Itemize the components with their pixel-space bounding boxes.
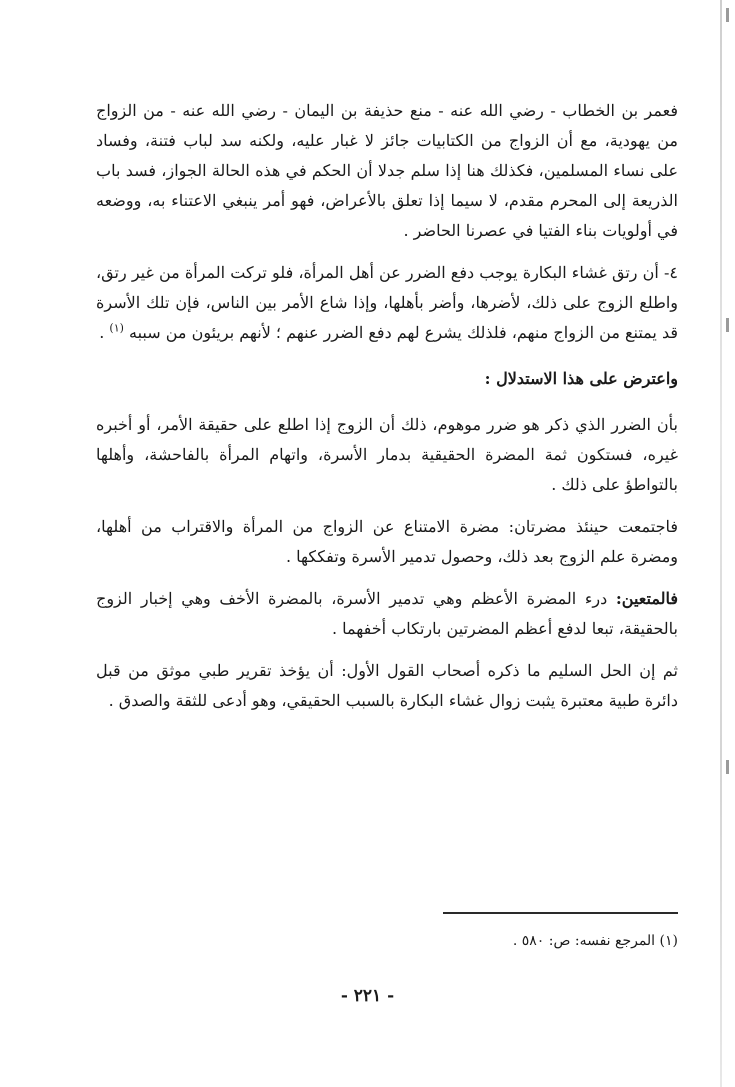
page-edge bbox=[720, 0, 722, 1087]
paragraph-5-text: درء المضرة الأعظم وهي تدمير الأسرة، بالمضرة الأخف وهي إخبار الزوج بالحقيقة، تبعا لدفع أعظم المضرتين بارتكاب أخفهما . bbox=[96, 589, 678, 638]
paragraph-2 bbox=[96, 258, 678, 348]
paragraph-1: فعمر بن الخطاب - رضي الله عنه - منع حذيفة بن اليمان - رضي الله عنه - من الزواج من يهودية، مع أن الزواج من الكتابيات جائز لا غبار عليه، ولكنه سد لباب فتنة، وفساد على نساء المسلمين، فكذلك هنا إذا سلم جدلا أن الحكم في هذه الحالة الجواز، فسد باب الذريعة إلى المحرم مقدم، لا سيما إذا تعلق بالأعراض، فهو أمر ينبغي الاعتناء به، ووضعه في أولويات بناء الفتيا في عصرنا الحاضر . bbox=[96, 101, 678, 240]
body-text bbox=[96, 96, 678, 716]
paragraph-4: فاجتمعت حينئذ مضرتان: مضرة الامتناع عن الزواج من المرأة والاقتراب من أهلها، ومضرة علم الزوج بعد ذلك، وحصول تدمير الأسرة وتفككها . bbox=[96, 517, 678, 566]
footnote: (١) المرجع نفسه: ص: ٥٨٠ . bbox=[512, 933, 678, 949]
paragraph-2-text: ٤- أن رتق غشاء البكارة يوجب دفع الضرر عن أهل المرأة، فلو تركت المرأة من غير رتق، واطلع الزوج على ذلك، لأضرها، وأضر بأهلها، وإذا شاع الأمر بين الناس، فإن تلك الأسرة قد يمتنع من الزواج منهم، فلذلك يشرع لهم دفع الضرر عنهم ؛ لأنهم بريئون من سببه bbox=[96, 263, 678, 342]
page-number: - ٢٢١ - bbox=[340, 986, 395, 1006]
objection-heading: واعترض على هذا الاستدلال : bbox=[484, 369, 678, 388]
footnote-marker-end: . bbox=[99, 323, 110, 342]
lead-word: فالمتعين: bbox=[615, 589, 678, 608]
paragraph-5 bbox=[96, 584, 678, 644]
edge-mark bbox=[726, 760, 729, 774]
edge-mark bbox=[726, 8, 729, 22]
edge-mark bbox=[726, 318, 729, 332]
footnote-marker: (١) bbox=[109, 321, 124, 335]
paragraph-3: بأن الضرر الذي ذكر هو ضرر موهوم، ذلك أن الزوج إذا اطلع على حقيقة الأمر، أو أخبره غيره، فستكون ثمة المضرة الحقيقية بدمار الأسرة، واتهام المرأة بالفاحشة، وأهلها بالتواطؤ على ذلك . bbox=[96, 415, 678, 494]
footnote-rule bbox=[443, 912, 678, 914]
paragraph-6: ثم إن الحل السليم ما ذكره أصحاب القول الأول: أن يؤخذ تقرير طبي موثق من قبل دائرة طبية معتبرة يثبت زوال غشاء البكارة بالسبب الحقيقي، وهو أدعى للثقة والصدق . bbox=[96, 661, 679, 710]
